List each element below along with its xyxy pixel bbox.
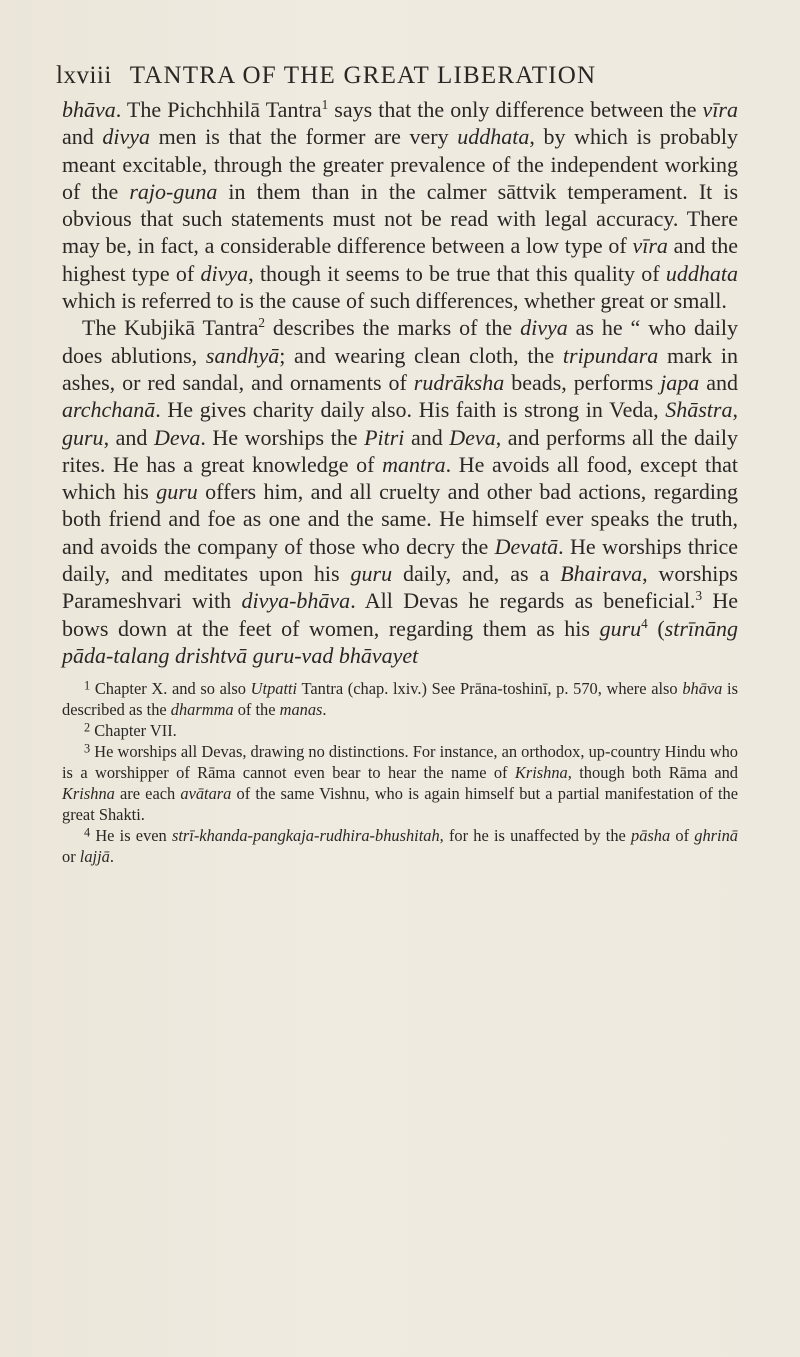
text-run: Tantra (chap. lxiv.) See Prāna-toshinī, p. 570, where also xyxy=(297,679,683,699)
italic-term: Pitri xyxy=(364,424,405,450)
italic-term: Devatā xyxy=(494,533,559,559)
italic-term: divya-bhāva xyxy=(241,588,351,614)
main-text xyxy=(56,96,738,669)
text-run: The Kubjikā Tantra xyxy=(82,315,259,341)
italic-term: Bhairava xyxy=(560,561,643,587)
text-run: and xyxy=(699,369,738,395)
text-run: offers him, and all cruelty and other bad actions, regarding both friend and foe as one and the same. He himself ever speaks the truth, and avoids the company of those who decry the xyxy=(62,479,738,559)
italic-term: rudrāksha xyxy=(413,369,505,395)
italic-term: rajo-guna xyxy=(129,178,218,204)
italic-term: strīnāng pāda-talang drishtvā guru-vad bhāvayet xyxy=(62,615,739,668)
text-run: . He worships thrice daily, and meditates upon his xyxy=(62,533,739,587)
italic-term: Deva xyxy=(153,424,201,450)
text-run: . He avoids all food, except that which his xyxy=(62,451,738,505)
italic-term: divya xyxy=(102,124,151,150)
paragraph xyxy=(62,314,738,669)
italic-term: guru xyxy=(156,479,198,505)
text-run: of the same Vishnu, who is again himself but a partial manifestation of the great Shakti. xyxy=(62,784,739,825)
italic-term: strī-khanda-pangkaja-rudhira-bhushitah xyxy=(171,826,440,846)
italic-term: mantra xyxy=(382,451,446,477)
text-run: ; and wearing clean cloth, the xyxy=(279,342,563,368)
text-run: , and xyxy=(103,424,154,450)
italic-term: uddhata xyxy=(665,260,738,286)
italic-term: guru xyxy=(599,615,642,641)
italic-term: vīra xyxy=(702,97,738,122)
italic-term: pāsha xyxy=(631,826,671,846)
text-run: , worships Parameshvari with xyxy=(62,561,738,614)
text-run: and xyxy=(62,124,103,150)
text-run: . The Pichchhilā Tantra xyxy=(115,97,322,122)
text-run: daily, and, as a xyxy=(392,561,561,587)
text-run: He is even xyxy=(90,826,172,846)
text-run: in them than in the calmer sāttvik temperament. It is obvious that such statements must not be read with legal accuracy. There may be, in fact, a considerable difference between a low type of xyxy=(62,178,739,259)
footnote-ref: 4 xyxy=(641,615,648,631)
footnotes xyxy=(56,678,738,867)
footnote-ref: 1 xyxy=(84,678,91,693)
footnote-ref: 3 xyxy=(84,741,91,756)
text-run: He worships all Devas, drawing no distinctions. For instance, an orthodox, up-country Hindu who is a worshipper of Rāma cannot even bear to hear the name of xyxy=(62,742,738,783)
text-run: , for he is unaffected by the xyxy=(439,826,632,846)
text-run: , and performs all the daily rites. He has a great knowledge of xyxy=(62,424,739,477)
italic-term: japa xyxy=(660,369,700,395)
italic-term: bhāva xyxy=(62,97,116,122)
italic-term: guru xyxy=(62,424,104,450)
text-run: and the highest type of xyxy=(62,233,738,286)
text-run: . He gives charity daily also. His faith is strong in Veda, xyxy=(155,397,666,423)
text-run: beads, performs xyxy=(504,369,661,395)
text-run: says that the only difference between the xyxy=(328,97,703,122)
text-run: of the xyxy=(233,700,280,720)
italic-term: ghrinā xyxy=(694,826,738,846)
running-title: TANTRA OF THE GREAT LIBERATION xyxy=(129,62,597,89)
text-run: , though it seems to be true that this quality of xyxy=(248,260,666,286)
text-run: , though both Rāma and xyxy=(567,763,739,783)
italic-term: bhāva xyxy=(682,679,723,699)
text-run: , xyxy=(732,397,738,423)
italic-term: divya xyxy=(200,260,249,286)
text-run: . He worships the xyxy=(200,424,365,450)
italic-term: Utpatti xyxy=(250,679,298,699)
italic-term: avātara xyxy=(180,784,232,804)
text-run: Chapter VII. xyxy=(90,721,177,741)
text-run: of xyxy=(670,826,695,846)
page-number: lxviii xyxy=(56,62,112,89)
text-run: , by which is probably meant excitable, through the greater prevalence of the independent working of the xyxy=(62,124,739,204)
text-run: . xyxy=(109,847,114,867)
italic-term: Krishna xyxy=(514,763,568,783)
text-run: are each xyxy=(114,784,181,804)
italic-term: Shāstra xyxy=(665,397,733,423)
paragraph xyxy=(62,96,738,314)
footnote xyxy=(62,720,738,741)
text-run: describes the marks of the xyxy=(264,315,521,341)
text-run: is described as the xyxy=(62,679,738,720)
footnote xyxy=(62,678,738,720)
italic-term: vīra xyxy=(632,233,668,259)
text-run: which is referred to is the cause of such differences, whether great or small. xyxy=(62,288,727,314)
text-run: ( xyxy=(647,615,665,641)
footnote-ref: 4 xyxy=(84,825,91,840)
footnote-ref: 3 xyxy=(695,588,703,604)
text-run: as he “ who daily does ablutions, xyxy=(62,315,739,368)
footnote-ref: 2 xyxy=(84,720,91,735)
footnote xyxy=(62,741,738,825)
italic-term: Krishna xyxy=(62,784,115,804)
footnote xyxy=(62,825,738,867)
italic-term: divya xyxy=(520,315,568,341)
italic-term: manas xyxy=(279,700,323,720)
text-run: or xyxy=(62,847,80,867)
text-run: and xyxy=(404,424,450,450)
text-run: He bows down at the feet of women, regarding them as his xyxy=(62,588,738,641)
text-run: Chapter X. and so also xyxy=(90,679,251,699)
text-run: . All Devas he regards as beneficial. xyxy=(350,588,696,614)
text-run: mark in ashes, or red sandal, and ornaments of xyxy=(62,342,738,395)
text-run: . xyxy=(322,700,327,720)
footnote-ref: 2 xyxy=(258,315,265,331)
italic-term: dharmma xyxy=(170,700,234,720)
running-head xyxy=(56,62,738,90)
italic-term: guru xyxy=(350,561,393,587)
italic-term: sandhyā xyxy=(205,342,280,368)
italic-term: lajjā xyxy=(79,847,110,867)
italic-term: tripundara xyxy=(562,342,659,368)
italic-term: Deva xyxy=(449,424,496,450)
footnote-ref: 1 xyxy=(321,97,329,113)
text-run: men is that the former are very xyxy=(150,124,458,150)
italic-term: uddhata xyxy=(457,124,530,150)
italic-term: archchanā xyxy=(62,397,156,423)
